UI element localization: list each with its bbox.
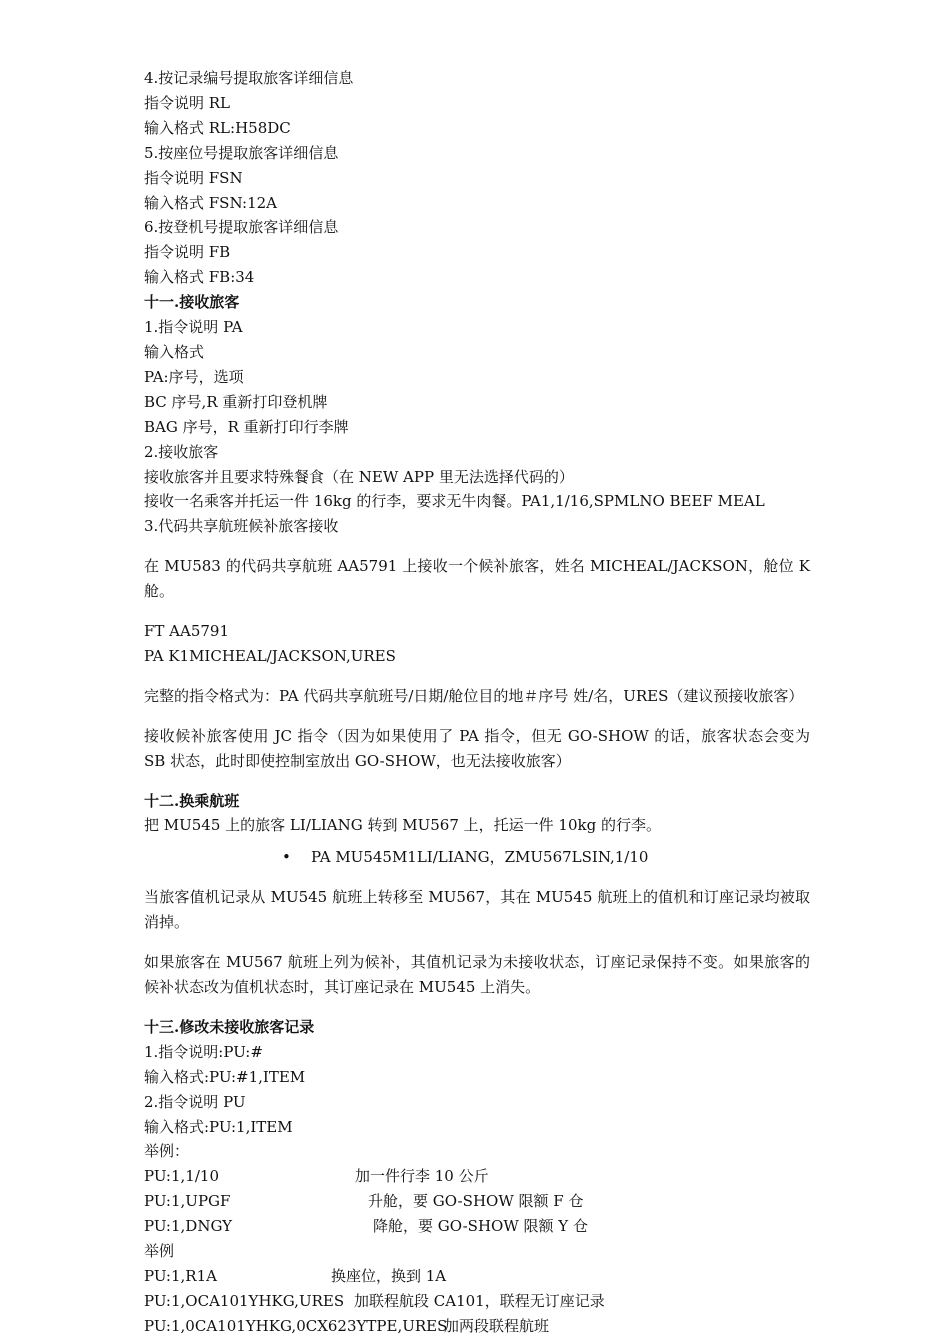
text-line: 输入格式 FB:34 (144, 268, 255, 287)
example-description: 加一件行李 10 公斤 (355, 1167, 489, 1186)
text-line: 接收一名乘客并托运一件 16kg 的行李，要求无牛肉餐。PA1,1/16,SPMLNO BEEF MEAL (144, 492, 765, 511)
example-command: PU:1,R1A (144, 1266, 217, 1285)
example-command: PU:1,0CA101YHKG,0CX623YTPE,URES (144, 1316, 448, 1335)
section-heading-13: 十三.修改未接收旅客记录 (144, 1017, 315, 1036)
text-line: 输入格式 RL:H58DC (144, 118, 291, 137)
text-line: 举例 (144, 1242, 175, 1260)
example-command: PU:1,OCA101YHKG,URES (144, 1291, 345, 1310)
text-line: BC 序号,R 重新打印登机牌 (144, 392, 328, 411)
section-heading-11: 十一.接收旅客 (144, 293, 240, 312)
text-line: 6.按登机号提取旅客详细信息 (144, 218, 339, 237)
text-line: 指令说明 FSN (144, 168, 243, 187)
example-description: 升舱，要 GO-SHOW 限额 F 仓 (368, 1192, 584, 1211)
paragraph-transfer-2: 如果旅客在 MU567 航班上列为候补，其值机记录为未接收状态，订座记录保持不变。如果旅客的候补状态改为值机状态时，其订座记录在 MU545 上消失。 (144, 953, 810, 996)
text-line: 输入格式 FSN:12A (144, 193, 278, 212)
paragraph-full-format: 完整的指令格式为：PA 代码共享航班号/日期/舱位目的地＃序号 姓/名，URES（建议预接收旅客） (144, 686, 804, 705)
example-command: PU:1,DNGY (144, 1217, 233, 1236)
text-line: 输入格式:PU:#1,ITEM (144, 1067, 306, 1086)
text-line: 接收旅客并且要求特殊餐食（在 NEW APP 里无法选择代码的） (144, 467, 574, 486)
paragraph-transfer-1: 当旅客值机记录从 MU545 航班上转移至 MU567，其在 MU545 航班上的值机和订座记录均被取消掉。 (144, 888, 810, 932)
bullet-dot: • (282, 848, 291, 867)
text-line: BAG 序号，R 重新打印行李牌 (144, 417, 349, 436)
example-row (144, 1289, 810, 1314)
text-line: 举例： (144, 1142, 190, 1161)
text-line: PA K1MICHEAL/JACKSON,URES (144, 646, 396, 665)
example-row (144, 1189, 810, 1214)
paragraph-jc: 接收候补旅客使用 JC 指令（因为如果使用了 PA 指令，但无 GO-SHOW 的话，旅客状态会变为 SB 状态，此时即使控制室放出 GO-SHOW，也无法接收旅客） (144, 726, 810, 770)
bullet-text: PA MU545M1LI/LIANG，ZMU567LSIN,1/10 (311, 848, 649, 867)
text-line: 把 MU545 上的旅客 LI/LIANG 转到 MU567 上，托运一件 10kg 的行李。 (144, 816, 661, 835)
example-description: 加联程航段 CA101，联程无订座记录 (354, 1291, 605, 1310)
example-row (144, 1314, 810, 1339)
document-page (144, 66, 810, 1339)
example-row (144, 1264, 810, 1289)
text-line: 输入格式 (144, 342, 205, 361)
text-line: 1.指令说明:PU:# (144, 1042, 263, 1061)
example-command: PU:1,1/10 (144, 1167, 219, 1186)
paragraph-codeshare: 在 MU583 的代码共享航班 AA5791 上接收一个候补旅客，姓名 MICHEAL/JACKSON，舱位 K 舱。 (144, 557, 810, 601)
example-command: PU:1,UPGF (144, 1192, 231, 1211)
text-line: 指令说明 FB (144, 243, 231, 262)
text-line: 5.按座位号提取旅客详细信息 (144, 143, 339, 162)
text-line: 4.按记录编号提取旅客详细信息 (144, 69, 354, 87)
text-line: 2.接收旅客 (144, 442, 219, 461)
text-line: 输入格式:PU:1,ITEM (144, 1117, 293, 1136)
text-line: FT AA5791 (144, 622, 230, 641)
bullet-item (144, 845, 810, 870)
text-line: PA:序号，选项 (144, 367, 244, 386)
example-description: 加两段联程航班 (444, 1316, 550, 1335)
example-description: 换座位，换到 1A (331, 1266, 447, 1285)
text-line: 1.指令说明 PA (144, 318, 243, 337)
section-heading-12: 十二.换乘航班 (144, 791, 240, 810)
text-line: 指令说明 RL (144, 93, 231, 112)
text-line: 3.代码共享航班候补旅客接收 (144, 517, 339, 536)
example-description: 降舱，要 GO-SHOW 限额 Y 仓 (373, 1217, 588, 1236)
example-row (144, 1164, 810, 1189)
text-line: 2.指令说明 PU (144, 1092, 246, 1111)
example-row (144, 1214, 810, 1239)
